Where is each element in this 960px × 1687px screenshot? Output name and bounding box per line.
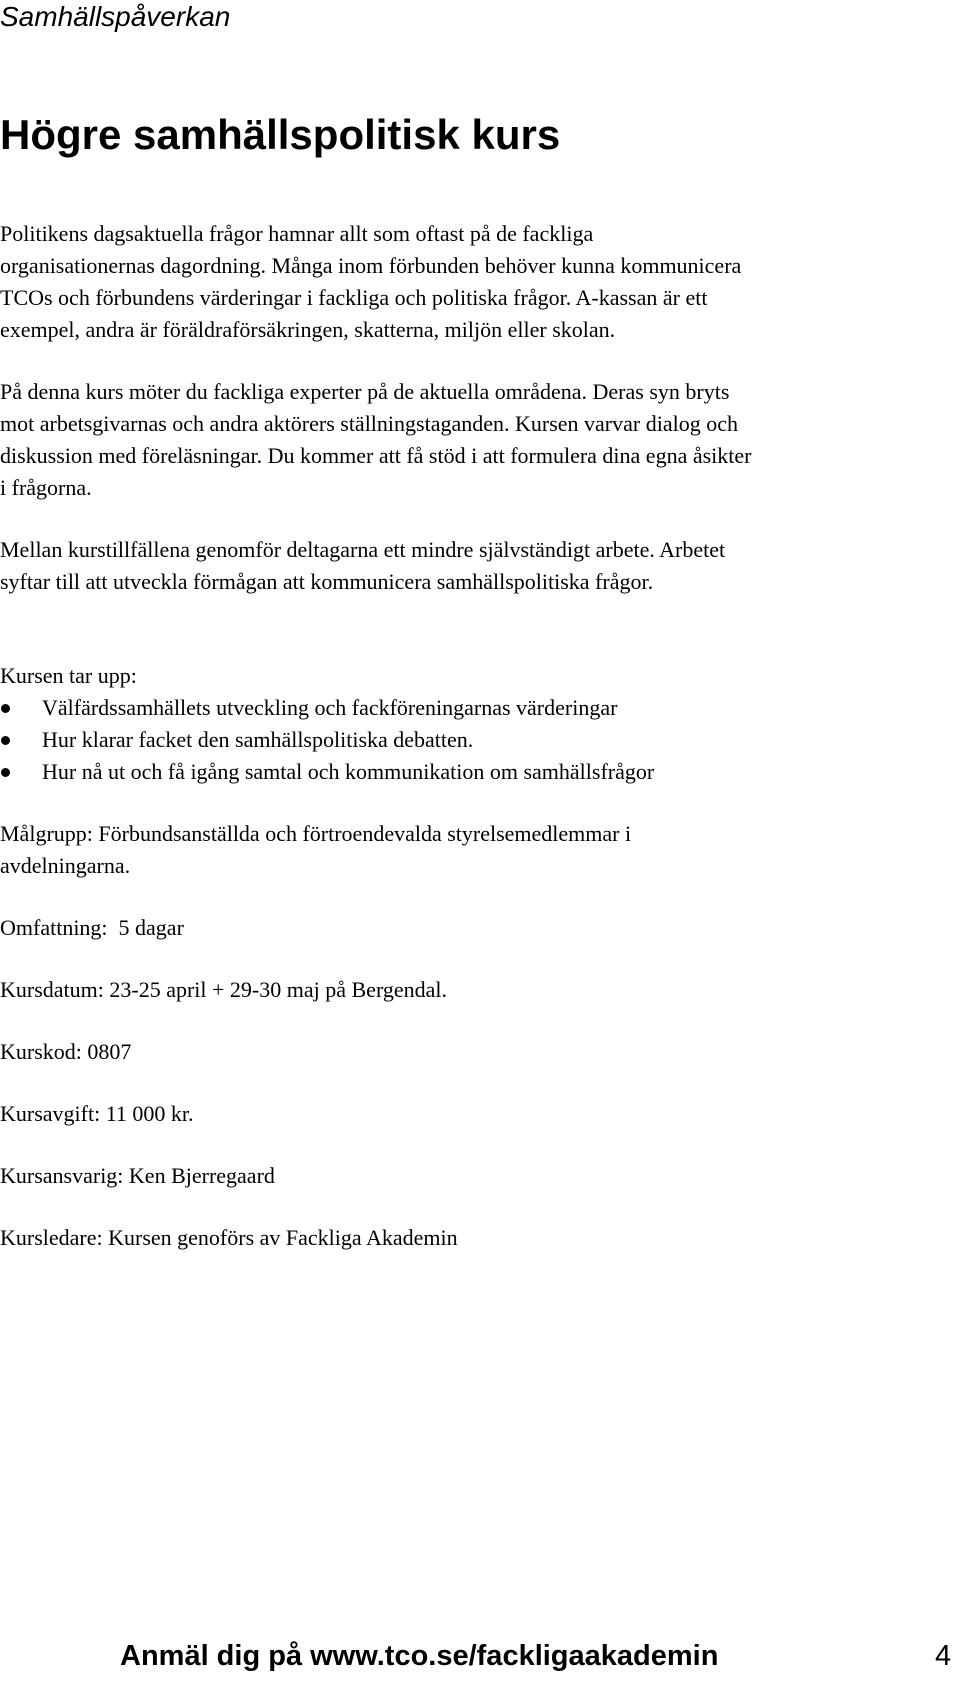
between-sessions-paragraph <box>0 534 950 598</box>
topics-list <box>0 692 950 788</box>
text-line: i frågorna. <box>0 475 92 500</box>
experts-paragraph <box>0 376 950 504</box>
text-line: Mellan kurstillfällena genomför deltagarna ett mindre självständigt arbete. Arbetet <box>0 537 726 562</box>
signup-footer: Anmäl dig på www.tco.se/fackligaakademin <box>120 1640 719 1672</box>
topics-heading: Kursen tar upp: <box>0 663 137 688</box>
text-line: organisationernas dagordning. Många inom förbunden behöver kunna kommunicera <box>0 253 742 278</box>
text-line: Målgrupp: Förbundsanställda och förtroendevalda styrelsemedlemmar i <box>0 821 632 846</box>
course-fee: Kursavgift: 11 000 kr. <box>0 1101 194 1126</box>
text-line: mot arbetsgivarnas och andra aktörers ställningstaganden. Kursen varvar dialog och <box>0 411 738 436</box>
target-group <box>0 818 950 882</box>
list-item-text: Hur nå ut och få igång samtal och kommunikation om samhällsfrågor <box>42 759 655 784</box>
intro-paragraph <box>0 218 950 346</box>
section-header: Samhällspåverkan <box>0 1 231 32</box>
bullet-icon <box>1 736 10 745</box>
list-item-text: Hur klarar facket den samhällspolitiska debatten. <box>42 727 474 752</box>
list-item <box>0 756 950 788</box>
list-item <box>0 692 950 724</box>
topics-section <box>0 660 950 788</box>
text-line: exempel, andra är föräldraförsäkringen, skatterna, miljön eller skolan. <box>0 317 616 342</box>
course-code: Kurskod: 0807 <box>0 1039 132 1064</box>
text-line: TCOs och förbundens värderingar i fackliga och politiska frågor. A-kassan är ett <box>0 285 708 310</box>
text-line: avdelningarna. <box>0 853 131 878</box>
page-title: Högre samhällspolitisk kurs <box>0 111 561 158</box>
bullet-icon <box>1 704 10 713</box>
text-line: diskussion med föreläsningar. Du kommer att få stöd i att formulera dina egna åsikter <box>0 443 752 468</box>
text-line: Politikens dagsaktuella frågor hamnar allt som oftast på de fackliga <box>0 221 594 246</box>
course-scope: Omfattning: 5 dagar <box>0 915 184 940</box>
course-leader: Kursledare: Kursen genoförs av Fackliga Akademin <box>0 1225 458 1250</box>
course-date: Kursdatum: 23-25 april + 29-30 maj på Bergendal. <box>0 977 448 1002</box>
list-item <box>0 724 950 756</box>
list-item-text: Välfärdssamhällets utveckling och fackföreningarnas värderingar <box>42 695 618 720</box>
page-number: 4 <box>935 1640 952 1672</box>
text-line: På denna kurs möter du fackliga experter på de aktuella områdena. Deras syn bryts <box>0 379 730 404</box>
text-line: syftar till att utveckla förmågan att kommunicera samhällspolitiska frågor. <box>0 569 654 594</box>
course-responsible: Kursansvarig: Ken Bjerregaard <box>0 1163 275 1188</box>
bullet-icon <box>1 768 10 777</box>
course-description <box>0 218 950 1254</box>
